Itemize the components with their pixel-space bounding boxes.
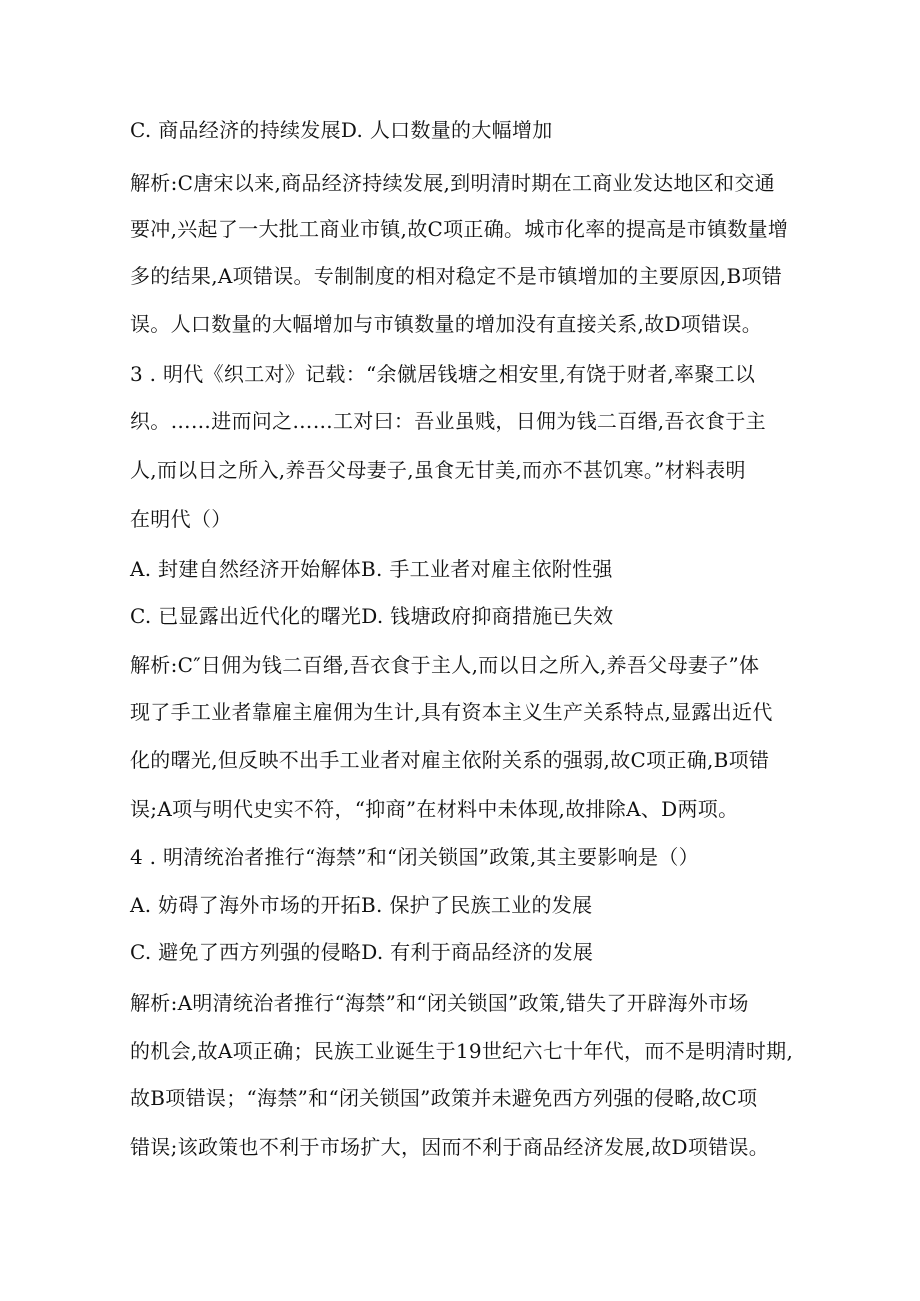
analysis-line: 化的曙光,但反映不出手工业者对雇主依附关系的强弱,故C项正确,B项错 [130,748,770,772]
analysis-line: 多的结果,A项错误。专制制度的相对稳定不是市镇增加的主要原因,B项错 [130,264,783,288]
option-line-a-b: A. 妨碍了海外市场的开拓B. 保护了民族工业的发展 [130,893,593,917]
analysis-line: 错误;该政策也不利于市场扩大，因而不利于商品经济发展,故D项错误。 [130,1135,770,1159]
question-4-line: 4 . 明清统治者推行“海禁”和“闭关锁国”政策,其主要影响是（） [130,845,699,869]
option-line-c-d: C. 商品经济的持续发展D. 人口数量的大幅增加 [130,118,553,142]
option-line-a-b: A. 封建自然经济开始解体B. 手工业者对雇主依附性强 [130,557,613,581]
analysis-line: 现了手工业者靠雇主雇佣为生计,具有资本主义生产关系特点,显露出近代 [130,700,773,724]
analysis-line: 解析:C唐宋以来,商品经济持续发展,到明清时期在工商业发达地区和交通 [130,171,775,195]
analysis-line: 解析:C″日佣为钱二百缗,吾衣食于主人,而以日之所入,养吾父母妻子”体 [130,653,760,677]
analysis-line: 的机会,故A项正确；民族工业诞生于19世纪六七十年代，而不是明清时期, [130,1039,794,1063]
question-3-line: 织。……进而问之……工对曰：吾业虽贱，日佣为钱二百缗,吾衣食于主 [130,409,766,433]
analysis-line: 解析:A明清统治者推行“海禁”和“闭关锁国”政策,错失了开辟海外市场 [130,991,749,1015]
analysis-line: 要冲,兴起了一大批工商业市镇,故C项正确。城市化率的提高是市镇数量增 [130,217,789,241]
analysis-line: 故B项错误；“海禁”和“闭关锁国”政策并未避免西方列强的侵略,故C项 [130,1086,758,1110]
option-line-c-d: C. 已显露出近代化的曙光D. 钱塘政府抑商措施已失效 [130,604,614,628]
question-3-line: 在明代（） [130,507,232,531]
option-line-c-d: C. 避免了西方列强的侵略D. 有利于商品经济的发展 [130,940,594,964]
question-3-line: 3 . 明代《织工对》记载：“余僦居钱塘之相安里,有饶于财者,率聚工以 [130,362,756,386]
question-3-line: 人,而以日之所入,养吾父母妻子,虽食无甘美,而亦不甚饥寒。”材料表明 [130,458,746,482]
analysis-line: 误;A项与明代史实不符，“抑商”在材料中未体现,故排除A、D两项。 [130,797,739,821]
analysis-line: 误。人口数量的大幅增加与市镇数量的增加没有直接关系,故D项错误。 [130,312,762,336]
